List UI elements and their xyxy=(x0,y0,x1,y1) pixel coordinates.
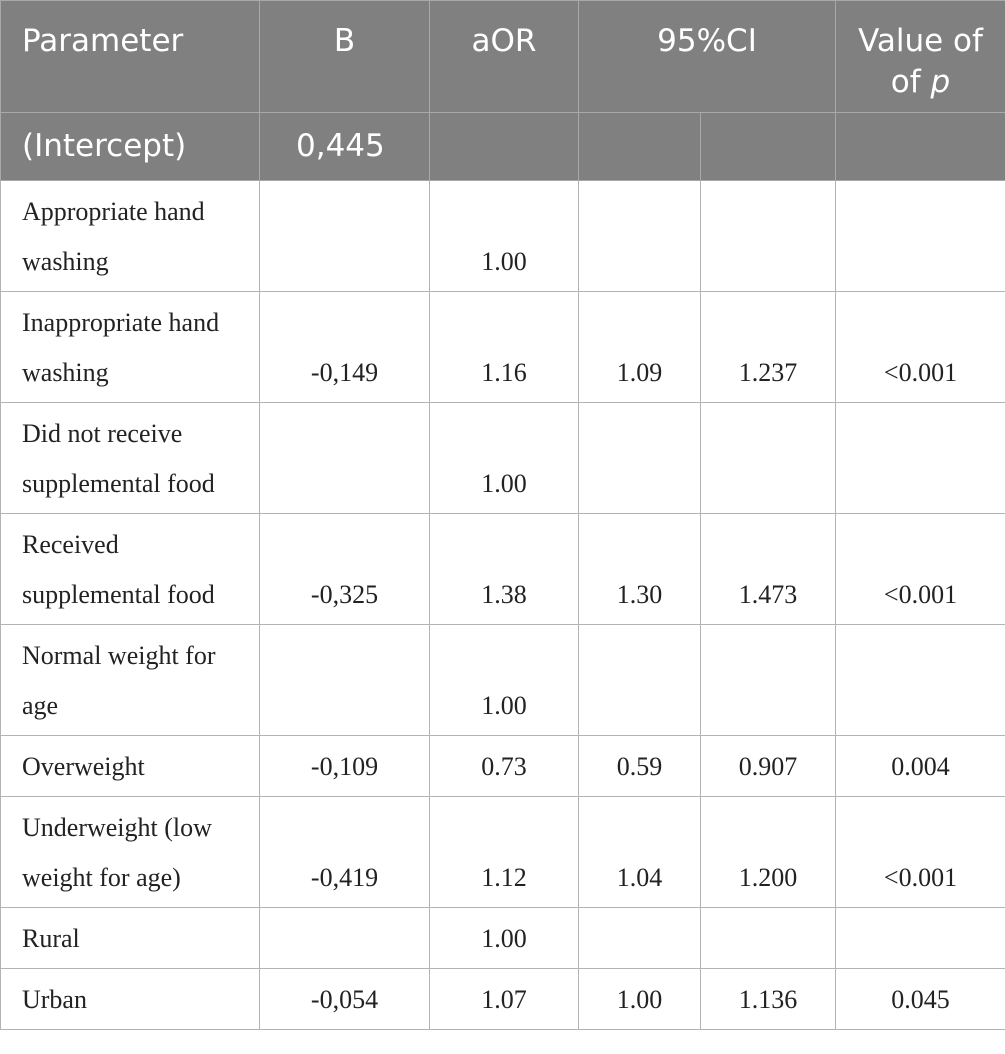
intercept-ci-low xyxy=(579,113,701,181)
intercept-p xyxy=(836,113,1005,181)
cell-parameter: Received supplemental food xyxy=(1,514,260,625)
cell-ci-low xyxy=(579,403,701,514)
table-row xyxy=(1,625,1005,736)
cell-aor: 1.38 xyxy=(430,514,579,625)
cell-parameter: Appropriate hand washing xyxy=(1,181,260,292)
cell-parameter: Urban xyxy=(1,969,260,1030)
cell-ci-high: 0.907 xyxy=(701,736,836,797)
cell-ci-low xyxy=(579,181,701,292)
cell-aor: 1.00 xyxy=(430,403,579,514)
intercept-b: 0,445 xyxy=(260,113,430,181)
cell-parameter: Overweight xyxy=(1,736,260,797)
cell-ci-low: 0.59 xyxy=(579,736,701,797)
header-b: B xyxy=(260,1,430,113)
table-row xyxy=(1,181,1005,292)
header-ci: 95%CI xyxy=(579,1,836,113)
intercept-ci-high xyxy=(701,113,836,181)
cell-b: -0,419 xyxy=(260,797,430,908)
cell-p xyxy=(836,908,1005,969)
cell-ci-low: 1.30 xyxy=(579,514,701,625)
cell-parameter: Underweight (low weight for age) xyxy=(1,797,260,908)
cell-ci-high: 1.136 xyxy=(701,969,836,1030)
cell-p: <0.001 xyxy=(836,292,1005,403)
table-row xyxy=(1,908,1005,969)
cell-b: -0,054 xyxy=(260,969,430,1030)
cell-ci-low xyxy=(579,625,701,736)
cell-b: -0,149 xyxy=(260,292,430,403)
table-row xyxy=(1,797,1005,908)
cell-b: -0,325 xyxy=(260,514,430,625)
cell-ci-high: 1.473 xyxy=(701,514,836,625)
cell-b xyxy=(260,908,430,969)
table-row xyxy=(1,514,1005,625)
table-row xyxy=(1,403,1005,514)
header-row xyxy=(1,1,1005,113)
cell-parameter: Normal weight for age xyxy=(1,625,260,736)
cell-p: <0.001 xyxy=(836,514,1005,625)
header-parameter: Parameter xyxy=(1,1,260,113)
table-row xyxy=(1,969,1005,1030)
cell-ci-high xyxy=(701,181,836,292)
cell-p xyxy=(836,403,1005,514)
header-pvalue: Value of of p xyxy=(836,1,1005,113)
intercept-label: (Intercept) xyxy=(1,113,260,181)
header-aor: aOR xyxy=(430,1,579,113)
cell-b: -0,109 xyxy=(260,736,430,797)
cell-parameter: Did not receive supplemental food xyxy=(1,403,260,514)
cell-ci-low: 1.00 xyxy=(579,969,701,1030)
cell-b xyxy=(260,625,430,736)
cell-b xyxy=(260,181,430,292)
cell-ci-high xyxy=(701,908,836,969)
cell-p: 0.045 xyxy=(836,969,1005,1030)
cell-ci-low: 1.04 xyxy=(579,797,701,908)
table-row xyxy=(1,292,1005,403)
cell-aor: 1.07 xyxy=(430,969,579,1030)
cell-aor: 1.00 xyxy=(430,908,579,969)
cell-aor: 1.16 xyxy=(430,292,579,403)
cell-ci-low: 1.09 xyxy=(579,292,701,403)
cell-ci-low xyxy=(579,908,701,969)
cell-aor: 0.73 xyxy=(430,736,579,797)
cell-ci-high: 1.200 xyxy=(701,797,836,908)
cell-aor: 1.00 xyxy=(430,181,579,292)
intercept-row xyxy=(1,113,1005,181)
intercept-aor xyxy=(430,113,579,181)
cell-parameter: Inappropriate hand washing xyxy=(1,292,260,403)
cell-ci-high: 1.237 xyxy=(701,292,836,403)
cell-p: 0.004 xyxy=(836,736,1005,797)
table-row xyxy=(1,736,1005,797)
cell-ci-high xyxy=(701,625,836,736)
cell-aor: 1.00 xyxy=(430,625,579,736)
cell-p xyxy=(836,181,1005,292)
cell-p xyxy=(836,625,1005,736)
cell-ci-high xyxy=(701,403,836,514)
cell-parameter: Rural xyxy=(1,908,260,969)
cell-b xyxy=(260,403,430,514)
cell-p: <0.001 xyxy=(836,797,1005,908)
cell-aor: 1.12 xyxy=(430,797,579,908)
